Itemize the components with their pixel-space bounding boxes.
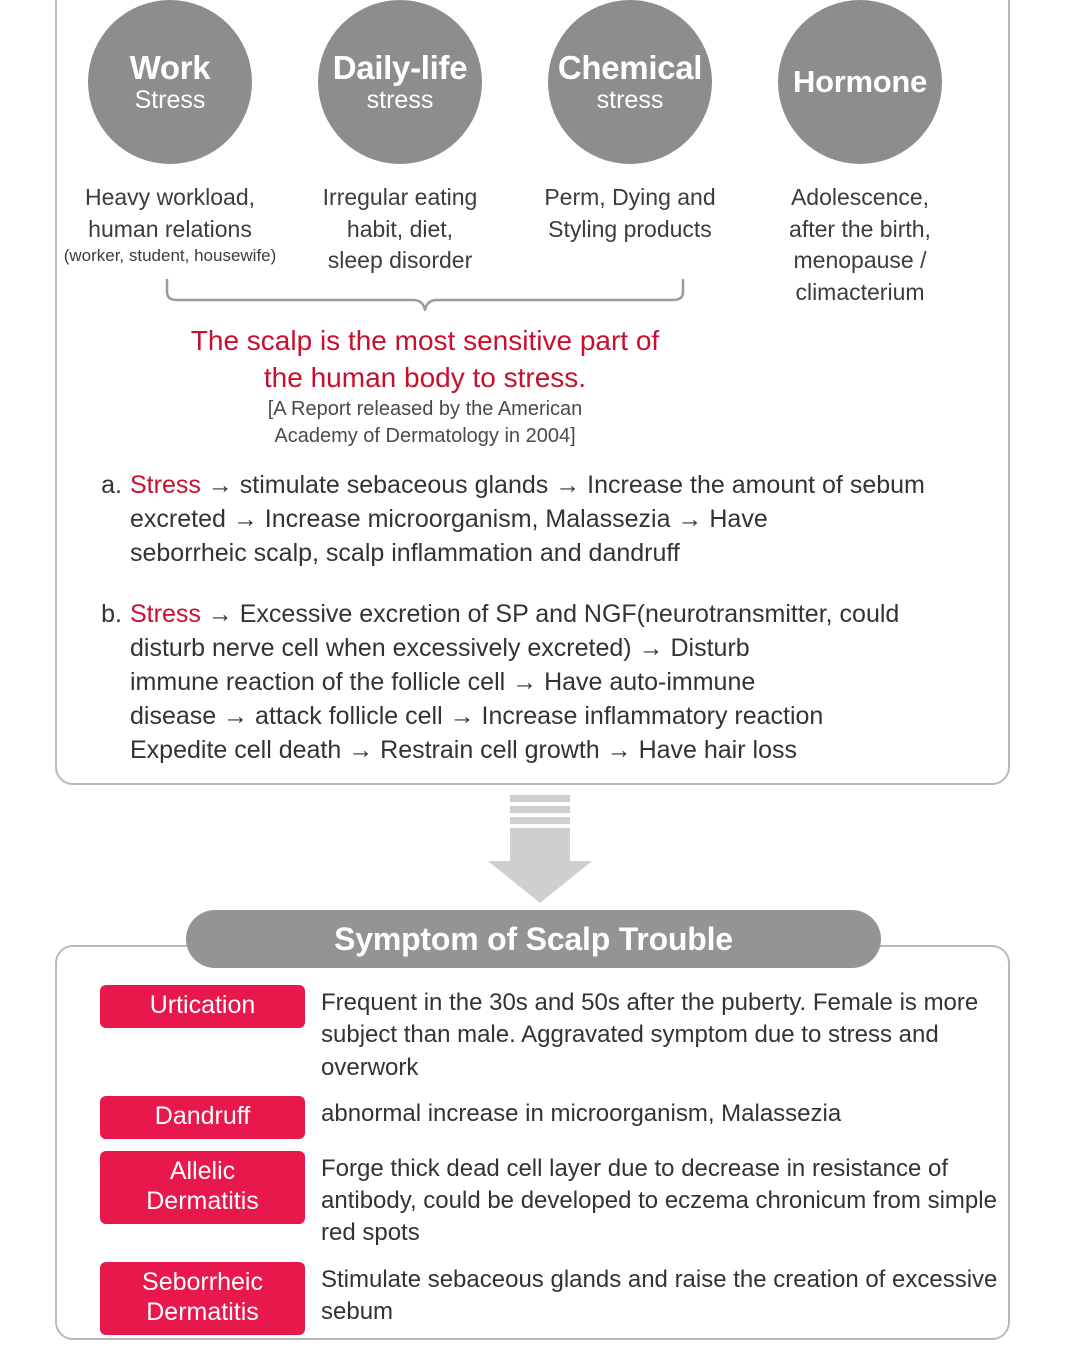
symptom-row: [100, 1151, 1000, 1250]
cause-work: [55, 0, 285, 309]
paragraph-label: a.: [101, 471, 122, 499]
grouping-brace: [165, 278, 685, 318]
paragraph-body: [130, 468, 992, 570]
paragraph-line2: excreted → Increase microorganism, Malassezia → Have: [130, 505, 768, 533]
cause-circle-title: Work: [129, 48, 211, 86]
paragraph-line5: Expedite cell death → Restrain cell growth → Have hair loss: [130, 736, 797, 764]
key-statement-source: [55, 396, 795, 450]
symptom-badge-seborrheic-dermatitis: [100, 1262, 305, 1335]
symptom-badge-dandruff: Dandruff: [100, 1096, 305, 1139]
cause-desc-line: human relations: [88, 215, 252, 242]
cause-desc-line: climacterium: [795, 279, 925, 306]
badge-line1: Seborrheic: [142, 1267, 263, 1296]
paragraph-keyword: Stress: [130, 471, 201, 499]
symptom-description: Stimulate sebaceous glands and raise the creation of excessive sebum: [321, 1265, 998, 1326]
cause-circle-subtitle: stress: [596, 86, 664, 115]
cause-description-hormone: [745, 182, 975, 309]
symptom-row: [100, 1262, 1000, 1335]
badge-line1: Allelic: [169, 1156, 236, 1185]
paragraph-label: b.: [101, 600, 122, 628]
paragraph-line3: seborrheic scalp, scalp inflammation and dandruff: [130, 539, 680, 567]
cause-desc-line: menopause /: [793, 247, 927, 274]
key-statement-line1: The scalp is the most sensitive part of: [190, 325, 660, 356]
paragraph-line2: disturb nerve cell when excessively excreted) → Disturb: [130, 634, 750, 662]
source-line2: Academy of Dermatology in 2004]: [274, 425, 576, 447]
cause-circle-subtitle: Stress: [134, 86, 206, 115]
key-statement: [55, 322, 795, 396]
symptom-badge-allelic-dermatitis: [100, 1151, 305, 1224]
cause-chemical: [515, 0, 745, 309]
causes-row: [55, 0, 1065, 309]
cause-circle-hormone: [778, 0, 942, 164]
paragraph-line3: immune reaction of the follicle cell → Have auto-immune: [130, 668, 756, 696]
cause-desc-line: Heavy workload,: [84, 184, 256, 210]
cause-circle-work: [88, 0, 252, 164]
cause-description-daily-life: [285, 182, 515, 277]
cause-daily-life: [285, 0, 515, 309]
cause-description-chemical: [515, 182, 745, 245]
symptom-row: [100, 985, 1000, 1084]
mechanism-paragraph-b: [82, 597, 992, 767]
cause-desc-line: Irregular eating: [322, 184, 478, 210]
cause-desc-line: sleep disorder: [327, 247, 473, 274]
cause-circle-subtitle: stress: [366, 86, 434, 115]
paragraph-line4: disease → attack follicle cell → Increase inflammatory reaction: [130, 702, 824, 730]
cause-desc-line: after the birth,: [789, 215, 931, 242]
cause-circle-daily-life: [318, 0, 482, 164]
symptom-description: Forge thick dead cell layer due to decrease in resistance of antibody, could be developed to eczema chronicum from simple red spots: [321, 1154, 997, 1247]
symptom-badge-urtication: Urtication: [100, 985, 305, 1028]
cause-hormone: [745, 0, 975, 309]
symptom-description: Frequent in the 30s and 50s after the puberty. Female is more subject than male. Aggravated symptom due to stress and overwork: [321, 989, 979, 1081]
paragraph-line1: → Excessive excretion of SP and NGF(neurotransmitter, could: [200, 600, 900, 628]
symptoms-list: [100, 985, 1000, 1347]
cause-circle-chemical: [548, 0, 712, 164]
symptom-description: abnormal increase in microorganism, Malassezia: [321, 1100, 842, 1128]
symptoms-title: Symptom of Scalp Trouble: [186, 910, 881, 968]
cause-desc-line: habit, diet,: [346, 215, 454, 242]
cause-circle-title: Hormone: [793, 63, 927, 99]
flow-arrow: [0, 795, 1080, 910]
cause-desc-line: Perm, Dying and: [544, 184, 716, 210]
down-arrow-icon: [480, 795, 600, 905]
cause-desc-note: (worker, student, housewife): [63, 246, 277, 266]
cause-circle-title: Chemical: [557, 48, 703, 86]
mechanism-paragraph-a: [82, 468, 992, 570]
cause-circle-title: Daily-life: [332, 48, 468, 86]
paragraph-keyword: Stress: [130, 600, 201, 628]
cause-desc-line: Adolescence,: [790, 184, 930, 210]
cause-description-work: [55, 182, 285, 268]
badge-line2: Dermatitis: [146, 1298, 259, 1327]
cause-desc-line: Styling products: [548, 215, 712, 242]
source-line1: [A Report released by the American: [267, 398, 583, 420]
symptom-row: [100, 1096, 1000, 1139]
badge-line2: Dermatitis: [146, 1187, 259, 1216]
key-statement-line2: the human body to stress.: [263, 362, 587, 394]
paragraph-line1: → stimulate sebaceous glands → Increase the amount of sebum: [200, 471, 925, 499]
brace-icon: [165, 278, 685, 318]
paragraph-body: [130, 597, 992, 767]
